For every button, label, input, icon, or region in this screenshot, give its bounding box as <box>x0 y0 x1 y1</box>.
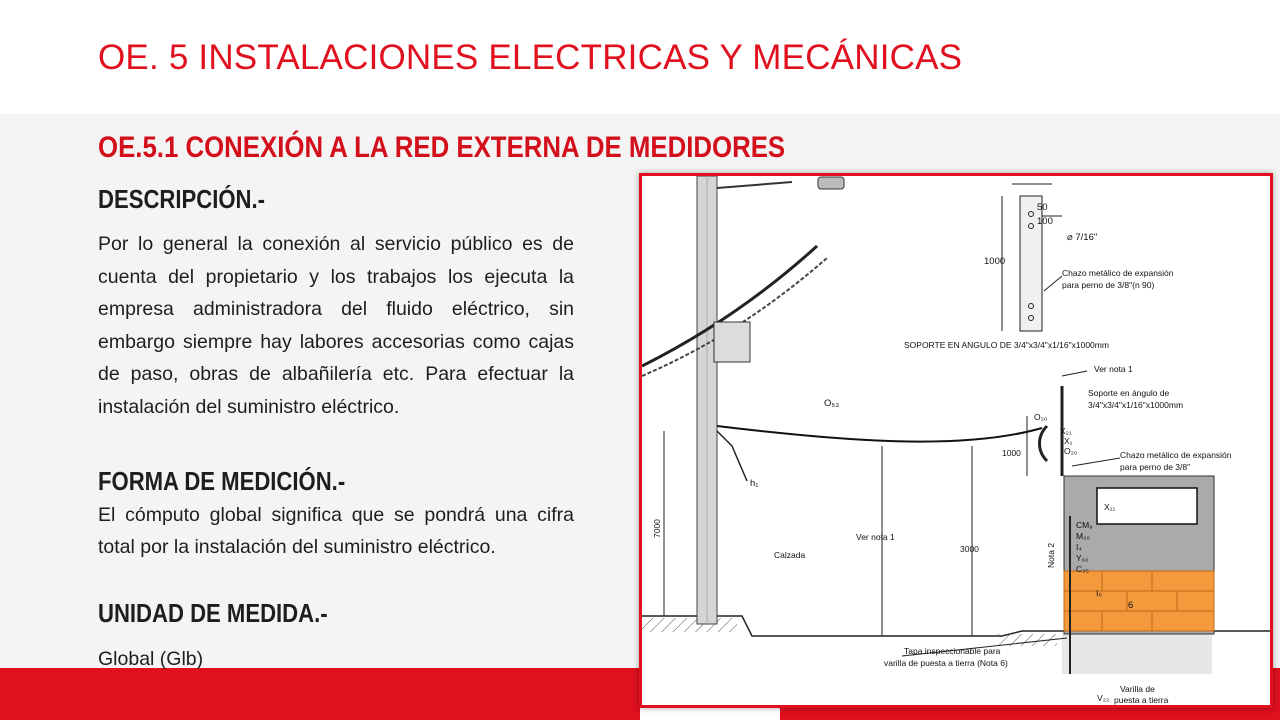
installation-drawing <box>639 173 1273 708</box>
street-lamp <box>818 177 844 189</box>
dim-50: 50 <box>1037 202 1048 213</box>
descripcion-text: Por lo general la conexión al servicio público es de cuenta del propietario y los trabajos los ejecuta la empresa administradora del fluido eléctrico, sin embargo siempre hay labores accesorias como cajas de paso, obras de albañilería etc. Para efectuar la instalación del suministro eléctrico. <box>98 233 574 418</box>
label-x21: X₂₁ <box>1060 426 1072 436</box>
gravel-area <box>1062 634 1212 674</box>
pole-junction-box <box>714 322 750 362</box>
unidad-medida-text: Global (Glb) <box>98 648 204 670</box>
label-y60: Y₆₀ <box>1076 553 1089 563</box>
ver-nota-1-right: Ver nota 1 <box>1094 364 1133 374</box>
note-varilla-line1: Varilla de <box>1120 684 1155 694</box>
ver-nota-1-center: Ver nota 1 <box>856 532 895 542</box>
note-tapa-line1: Tapa inspeccionable para <box>904 646 1001 656</box>
label-x1: X₁ <box>1064 436 1073 446</box>
label-x11: X₁₁ <box>1104 502 1116 512</box>
dim-1000-mid: 1000 <box>1002 448 1021 458</box>
technical-drawing-svg <box>642 176 1270 705</box>
note-chazo-mid-line2: para perno de 3/8" <box>1120 462 1191 472</box>
lamp-arm <box>717 182 792 188</box>
page-title: OE. 5 INSTALACIONES ELECTRICAS Y MECÁNICAS <box>98 38 963 77</box>
ground-hatch-left <box>642 618 737 632</box>
caption-soporte: SOPORTE EN ANGULO DE 3/4"x3/4"x1/16"x1000mm <box>904 340 1109 350</box>
note-soporte-line2: 3/4"x3/4"x1/16"x1000mm <box>1088 400 1184 410</box>
label-v22: V₂₂ <box>1097 693 1110 703</box>
dim-1000-top: 1000 <box>984 256 1006 267</box>
forma-medicion-heading: FORMA DE MEDICIÓN.- <box>98 466 346 496</box>
label-nota2: Nota 2 <box>1046 542 1056 568</box>
wall-mast <box>1040 386 1063 476</box>
brick-base <box>1064 571 1214 631</box>
note-tapa-line2: varilla de puesta a tierra (Nota 6) <box>884 658 1008 668</box>
descripcion-heading: DESCRIPCIÓN.- <box>98 184 265 214</box>
service-cable <box>717 426 1042 442</box>
label-6: 6 <box>1128 600 1134 611</box>
note-varilla-line2: puesta a tierra <box>1114 695 1169 705</box>
note-chazo-mid-line1: Chazo metálico de expansión <box>1120 450 1232 460</box>
forma-medicion-text: El cómputo global significa que se pondrá una cifra total por la instalación del suministro eléctrico. <box>98 504 574 558</box>
label-io: I₀ <box>1096 588 1102 598</box>
label-h1: h₁ <box>750 478 759 489</box>
dim-7000: 7000 <box>652 519 662 538</box>
label-cable-o53: O₅₃ <box>824 398 840 409</box>
label-calzada: Calzada <box>774 550 806 560</box>
note-chazo-top-line1: Chazo metálico de expansión <box>1062 268 1174 278</box>
label-c35: C₃₅ <box>1076 564 1090 574</box>
label-cm: CM₉ <box>1076 520 1093 530</box>
label-m20: M₂₀ <box>1076 531 1090 541</box>
label-i4: I₄ <box>1076 542 1082 552</box>
dim-3000: 3000 <box>960 544 979 554</box>
unidad-medida-heading: UNIDAD DE MEDIDA.- <box>98 598 328 628</box>
dim-100: 100 <box>1037 216 1053 227</box>
dim-diameter: ⌀ 7/16" <box>1067 232 1098 243</box>
note-chazo-top-line2: para perno de 3/8"(n 90) <box>1062 280 1155 290</box>
label-o20b: O₂₀ <box>1064 446 1078 456</box>
note-soporte-line1: Soporte en ángulo de <box>1088 388 1170 398</box>
section-subtitle: OE.5.1 CONEXIÓN A LA RED EXTERNA DE MEDIDORES <box>98 131 786 164</box>
label-o20: O₂₀ <box>1034 412 1048 422</box>
